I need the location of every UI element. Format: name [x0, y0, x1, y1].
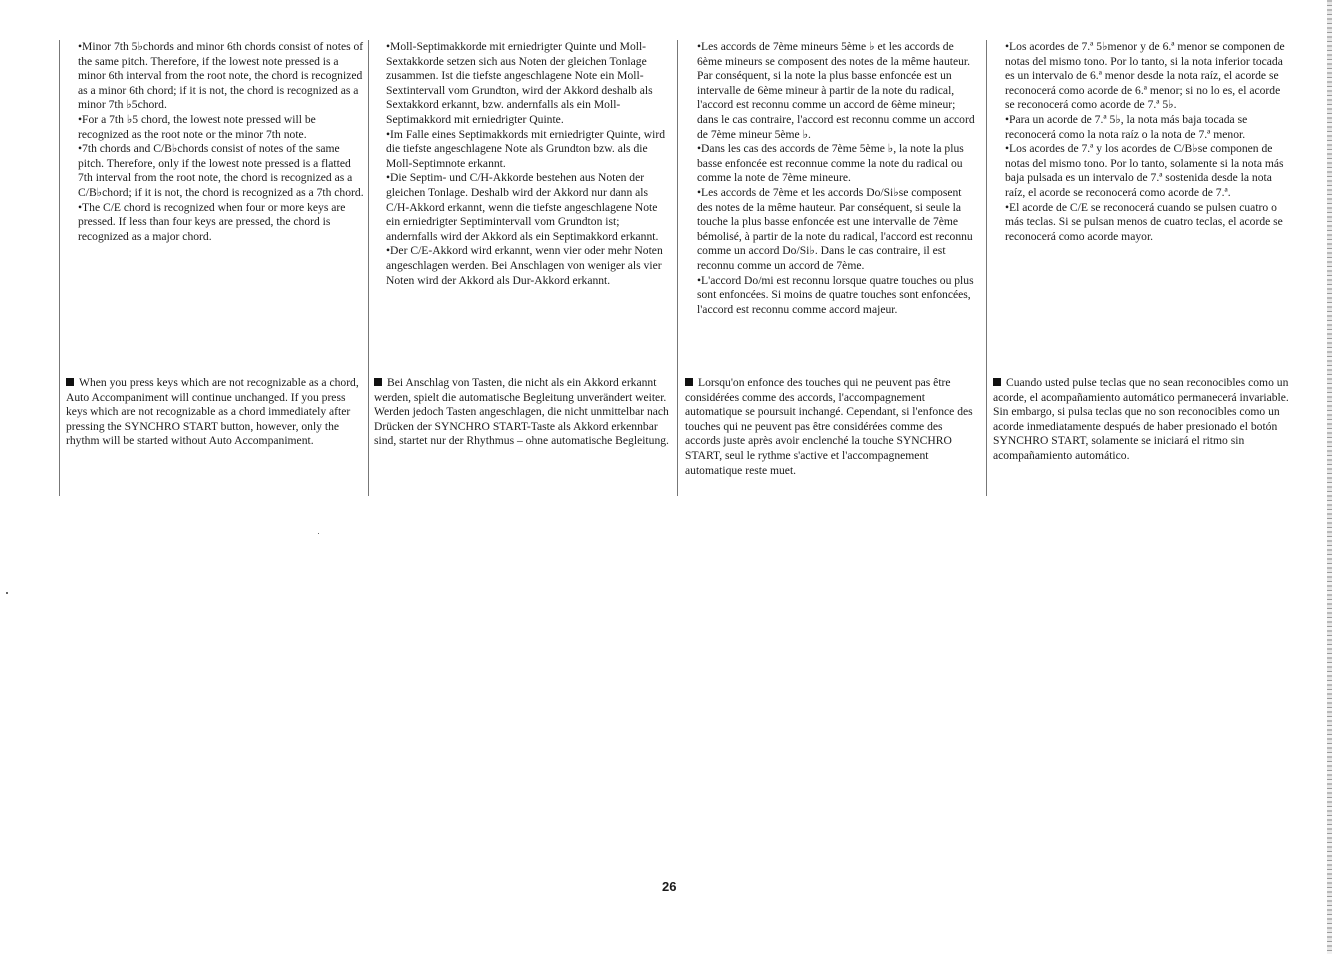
- column-divider: [368, 40, 369, 496]
- square-bullet-icon: [66, 378, 74, 386]
- note-block: [993, 376, 1289, 464]
- bullet-paragraph: •Dans les cas des accords de 7ème 5ème ♭, la note la plus basse enfoncée est reconnue comme la note du radical ou comme la note de 7ème mineure.: [697, 142, 964, 185]
- square-bullet-icon: [993, 378, 1001, 386]
- bullet-paragraph: •Die Septim- und C/H-Akkorde bestehen aus Noten der gleichen Tonlage. Deshalb wird der Akkord nur dann als C/H-Akkord erkannt, wenn die tiefste angeschlagene Note ein erniedrigter Septimintervall vom Grundton ist; andernfalls wird der Akkord als ein Septimakkord erkannt.: [386, 171, 659, 243]
- bullet-paragraph: •Les accords de 7ème mineurs 5ème ♭ et les accords de 6ème mineurs se composent des notes de la même hauteur. Par conséquent, si la note la plus basse enfoncée est un intervalle de 6ème mineur à partir de la note du radical, l'accord est reconnu comme un accord de 6ème mineur; dans le cas contraire, l'accord est reconnu comme un accord de 7ème mineur 5ème ♭.: [697, 40, 975, 141]
- page-number: 26: [662, 879, 677, 894]
- square-bullet-icon: [374, 378, 382, 386]
- column-deutsch: [374, 40, 670, 448]
- bullet-paragraph: •El acorde de C/E se reconocerá cuando se pulsen cuatro o más teclas. Si se pulsan menos de cuatro teclas, el acorde se reconocerá como acorde mayor.: [1005, 200, 1283, 243]
- note-text: Cuando usted pulse teclas que no sean reconocibles como un acorde, el acompañamiento automático permanecerá invariable. Sin embargo, si pulsa teclas que no son reconocibles como un acorde inmediatamente después de haber presionado el botón SYNCHRO START, solamente se iniciará el ritmo sin acompañamiento automático.: [993, 376, 1289, 462]
- note-block: [66, 376, 362, 449]
- note-block: [685, 376, 979, 478]
- note-text: Bei Anschlag von Tasten, die nicht als ein Akkord erkannt werden, spielt die automatische Begleitung unverändert weiter. Werden jedoch Tasten angeschlagen, die nicht unmittelbar nach Drücken der SYNCHRO START-Taste als Akkord erkennbar sind, startet nur der Rhythmus – ohne automatische Begleitung.: [374, 376, 669, 448]
- bullet-paragraph: •Moll-Septimakkorde mit erniedrigter Quinte und Moll-Sextakkorde setzen sich aus Noten der gleichen Tonlage zusammen. Ist die tiefste angeschlagene Note ein Moll-Sextintervall vom Grundton, wird der Akkord deshalb als Sextakkord erkannt, bzw. andernfalls als ein Moll-Septimakkord mit erniedrigter Quinte.: [386, 40, 653, 126]
- bullet-paragraph: •Minor 7th 5♭chords and minor 6th chords consist of notes of the same pitch. Therefore, if the lowest note pressed is a minor 6th interval from the root note, the chord is recognized as a minor 6th chord; if it is not, the chord is recognized as a minor 7th ♭5chord.: [78, 40, 364, 112]
- note-text: When you press keys which are not recognizable as a chord, Auto Accompaniment will continue unchanged. If you press keys which are not recognizable as a chord immediately after pressing the SYNCHRO START button, however, only the rhythm will be started without Auto Accompaniment.: [66, 376, 359, 448]
- scan-edge: [1327, 0, 1332, 954]
- column-francais: [685, 40, 977, 477]
- bullet-paragraph: •Para un acorde de 7.ª 5♭, la nota más baja tocada se reconocerá como la nota raíz o la nota de 7.ª menor.: [1005, 112, 1248, 141]
- bullet-paragraph: •The C/E chord is recognized when four or more keys are pressed. If less than four keys are pressed, the chord is recognized as a major chord.: [78, 200, 346, 243]
- bullet-paragraph: •Der C/E-Akkord wird erkannt, wenn vier oder mehr Noten angeschlagen werden. Bei Anschlagen von weniger als vier Noten wird der Akkord als Dur-Akkord erkannt.: [386, 244, 663, 287]
- bullet-paragraph: •Les accords de 7ème et les accords Do/Si♭se composent des notes de la même hauteur. Par conséquent, si seule la touche la plus basse enfoncée est une intervalle de 7ème bémolisé, à partir de la note du radical, l'accord est reconnu comme un accord Do/Si♭. Dans le cas contraire, il est reconnu comme un accord de 7ème.: [697, 185, 973, 272]
- column-espanol: [993, 40, 1289, 462]
- scan-speck: [6, 592, 8, 594]
- bullet-paragraph: •L'accord Do/mi est reconnu lorsque quatre touches ou plus sont enfoncées. Si moins de quatre touches sont enfoncées, l'accord est reconnu comme accord majeur.: [697, 273, 974, 316]
- bullet-paragraph: •Los acordes de 7.ª 5♭menor y de 6.ª menor se componen de notas del mismo tono. Por lo tanto, si la nota inferior tocada es un intervalo de 6.ª menor desde la nota raíz, el acorde se reconocerá como acorde de 6.ª menor; si no lo es, el acorde se reconocerá como acorde de 7.ª 5♭.: [1005, 40, 1285, 112]
- column-divider: [677, 40, 678, 496]
- bullet-paragraph: •7th chords and C/B♭chords consist of notes of the same pitch. Therefore, only if the lowest note pressed is a flatted 7th interval from the root note, the chord is recognized as a C/B♭chord; if it is not, the chord is recognized as a 7th chord.: [78, 142, 364, 199]
- bullet-paragraph: •Im Falle eines Septimakkords mit erniedrigter Quinte, wird die tiefste angeschlagene Note als Grundton bzw. als die Moll-Septimnote erkannt.: [386, 127, 666, 170]
- note-text: Lorsqu'on enfonce des touches qui ne peuvent pas être considérées comme des accords, l'accompagnement automatique se poursuit inchangé. Cependant, si l'enfonce des touches qui ne peuvent pas être considérées comme des accords juste après avoir enclenché la touche SYNCHRO START, seul le rythme s'active et l'accompagnement automatique reste muet.: [685, 376, 973, 477]
- scan-speck: [318, 533, 319, 534]
- column-divider: [986, 40, 987, 496]
- column-english: [66, 40, 364, 448]
- square-bullet-icon: [685, 378, 693, 386]
- bullet-paragraph: •For a 7th ♭5 chord, the lowest note pressed will be recognized as the root note or the minor 7th note.: [78, 112, 316, 141]
- bullet-paragraph: •Los acordes de 7.ª y los acordes de C/B♭se componen de notas del mismo tono. Por lo tanto, solamente si la nota más baja pulsada es un intervalo de 7.ª sostenida desde la nota raíz, el acorde se reconocerá como acorde de 7.ª.: [1005, 142, 1284, 199]
- column-divider: [59, 40, 60, 496]
- note-block: [374, 376, 670, 449]
